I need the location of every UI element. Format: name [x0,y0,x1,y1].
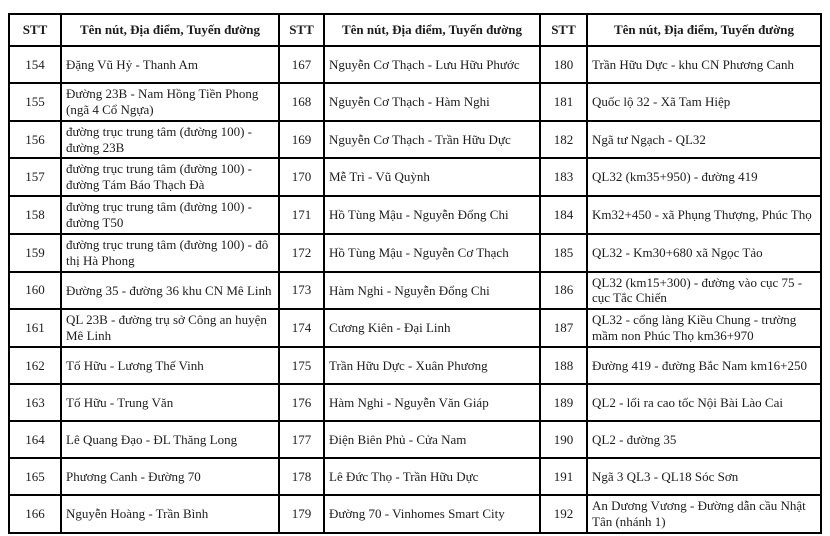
table-row [9,272,821,310]
route-cell: Tố Hữu - Lương Thế Vinh [61,347,279,384]
stt-cell: 165 [9,458,61,495]
route-cell: Đường 23B - Nam Hồng Tiền Phong (ngã 4 Cổ Ngựa) [61,83,279,121]
route-cell: Điện Biên Phủ - Cửa Nam [324,421,540,458]
table-row [9,421,821,458]
table-row [9,234,821,272]
stt-cell: 157 [9,158,61,196]
route-cell: đường trục trung tâm (đường 100) - đô thị Hà Phong [61,234,279,272]
route-cell: Đường 70 - Vinhomes Smart City [324,495,540,533]
route-cell: Nguyễn Cơ Thạch - Lưu Hữu Phước [324,46,540,83]
stt-cell: 161 [9,309,61,347]
stt-cell: 168 [279,83,324,121]
stt-cell: 169 [279,121,324,159]
stt-cell: 174 [279,309,324,347]
route-cell: Đặng Vũ Hỷ - Thanh Am [61,46,279,83]
table-row [9,384,821,421]
stt-cell: 185 [540,234,587,272]
table-row [9,196,821,234]
table-row [9,83,821,121]
stt-cell: 164 [9,421,61,458]
stt-cell: 159 [9,234,61,272]
stt-header: STT [9,14,61,46]
stt-cell: 189 [540,384,587,421]
table-row [9,158,821,196]
route-cell: Phương Canh - Đường 70 [61,458,279,495]
route-cell: QL2 - lối ra cao tốc Nội Bài Lào Cai [587,384,821,421]
table-row [9,458,821,495]
stt-cell: 177 [279,421,324,458]
stt-cell: 178 [279,458,324,495]
route-cell: QL32 - Km30+680 xã Ngọc Tảo [587,234,821,272]
route-cell: QL2 - đường 35 [587,421,821,458]
stt-header: STT [279,14,324,46]
route-header: Tên nút, Địa điểm, Tuyến đường [324,14,540,46]
route-cell: Đường 35 - đường 36 khu CN Mê Linh [61,272,279,310]
stt-cell: 158 [9,196,61,234]
stt-cell: 154 [9,46,61,83]
stt-header: STT [540,14,587,46]
table-row [9,121,821,159]
route-cell: Hàm Nghi - Nguyễn Đổng Chi [324,272,540,310]
route-cell: Trần Hữu Dực - khu CN Phương Canh [587,46,821,83]
table-body [9,46,821,533]
stt-cell: 184 [540,196,587,234]
route-cell: QL32 (km35+950) - đường 419 [587,158,821,196]
stt-cell: 172 [279,234,324,272]
table-row [9,309,821,347]
route-cell: Hàm Nghi - Nguyễn Văn Giáp [324,384,540,421]
stt-cell: 156 [9,121,61,159]
route-cell: Quốc lộ 32 - Xã Tam Hiệp [587,83,821,121]
route-cell: Mễ Trì - Vũ Quỳnh [324,158,540,196]
stt-cell: 176 [279,384,324,421]
route-cell: đường trục trung tâm (đường 100) - đường 23B [61,121,279,159]
route-header: Tên nút, Địa điểm, Tuyến đường [61,14,279,46]
route-cell: Hồ Tùng Mậu - Nguyễn Đổng Chi [324,196,540,234]
stt-cell: 188 [540,347,587,384]
stt-cell: 173 [279,272,324,310]
route-cell: An Dương Vương - Đường dẫn cầu Nhật Tân (nhánh 1) [587,495,821,533]
stt-cell: 167 [279,46,324,83]
route-cell: đường trục trung tâm (đường 100) - đường Tám Báo Thạch Đà [61,158,279,196]
stt-cell: 182 [540,121,587,159]
stt-cell: 190 [540,421,587,458]
stt-cell: 186 [540,272,587,310]
route-cell: Ngã 3 QL3 - QL18 Sóc Sơn [587,458,821,495]
route-cell: Nguyễn Hoàng - Trần Bình [61,495,279,533]
route-cell: Nguyễn Cơ Thạch - Hàm Nghi [324,83,540,121]
route-cell: Hồ Tùng Mậu - Nguyễn Cơ Thạch [324,234,540,272]
stt-cell: 170 [279,158,324,196]
stt-cell: 163 [9,384,61,421]
route-cell: Đường 419 - đường Bắc Nam km16+250 [587,347,821,384]
stt-cell: 162 [9,347,61,384]
route-cell: QL 23B - đường trụ sở Công an huyện Mê Linh [61,309,279,347]
route-cell: đường trục trung tâm (đường 100) - đường T50 [61,196,279,234]
table-row [9,347,821,384]
stt-cell: 180 [540,46,587,83]
stt-cell: 171 [279,196,324,234]
route-cell: Cương Kiên - Đại Linh [324,309,540,347]
route-cell: Lê Đức Thọ - Trần Hữu Dực [324,458,540,495]
route-cell: Ngã tư Ngạch - QL32 [587,121,821,159]
stt-cell: 160 [9,272,61,310]
stt-cell: 187 [540,309,587,347]
route-cell: Trần Hữu Dực - Xuân Phương [324,347,540,384]
route-header: Tên nút, Địa điểm, Tuyến đường [587,14,821,46]
stt-cell: 155 [9,83,61,121]
route-cell: Nguyễn Cơ Thạch - Trần Hữu Dực [324,121,540,159]
stt-cell: 166 [9,495,61,533]
table-row [9,495,821,533]
route-cell: Lê Quang Đạo - ĐL Thăng Long [61,421,279,458]
table-row [9,46,821,83]
stt-cell: 179 [279,495,324,533]
route-cell: Km32+450 - xã Phụng Thượng, Phúc Thọ [587,196,821,234]
stt-cell: 191 [540,458,587,495]
route-cell: QL32 - cổng làng Kiều Chung - trường mầm non Phúc Thọ km36+970 [587,309,821,347]
stt-cell: 183 [540,158,587,196]
route-cell: QL32 (km15+300) - đường vào cục 75 - cục Tắc Chiến [587,272,821,310]
stt-cell: 175 [279,347,324,384]
header-row [9,14,821,46]
stt-cell: 181 [540,83,587,121]
intersections-table [8,13,822,534]
route-cell: Tố Hữu - Trung Văn [61,384,279,421]
stt-cell: 192 [540,495,587,533]
